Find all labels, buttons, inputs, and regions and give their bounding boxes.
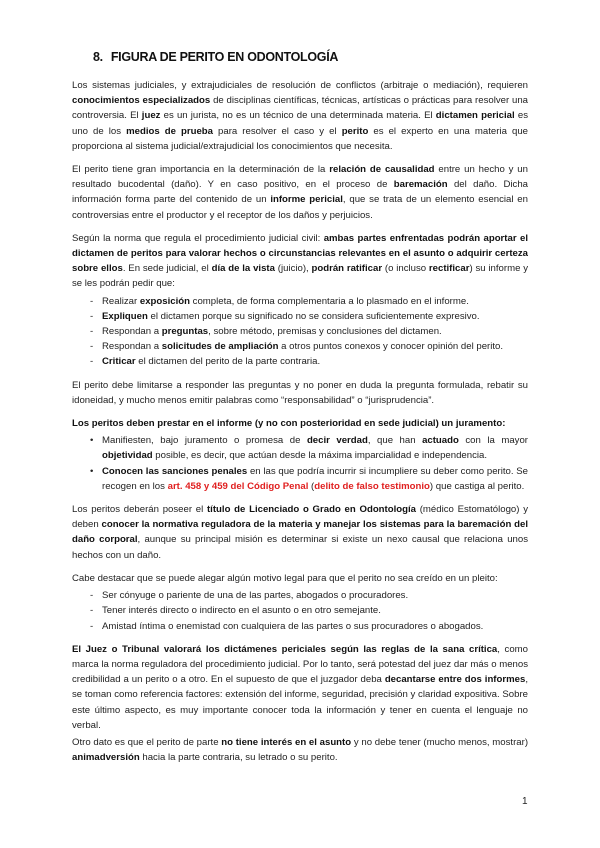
list-item: - Ser cónyuge o pariente de una de las partes, abogados o procuradores. [72, 588, 528, 603]
requests-list [72, 294, 528, 370]
list-item: - Respondan a solicitudes de ampliación a otros puntos conexos y conocer opinión del perito. [72, 339, 528, 354]
oath-list [72, 433, 528, 494]
list-item: • Conocen las sanciones penales en las que podría incurrir si incumpliere su deber como perito. Se recogen en los art. 458 y 459 del Código Penal (delito de falso testimonio) que castiga al perito. [72, 464, 528, 494]
false-testimony-reference: delito de falso testimonio [314, 480, 430, 492]
paragraph-limits: El perito debe limitarse a responder las preguntas y no poner en duda la pregunta formulada, rebatir su idoneidad, y mucho menos emitir palabras como “responsabilidad” o “jurisprudencia”. [72, 379, 528, 406]
list-item: - Tener interés directo o indirecto en el asunto o en otro semejante. [72, 603, 528, 618]
paragraph-civil-procedure: Según la norma que regula el procedimiento judicial civil: ambas partes enfrentadas podrán aportar el dictamen de peritos para valorar hechos o circunstancias relevantes en el asunto o adquirir certeza sobre ellos. En sede judicial, el día de la vista (juicio), podrán ratificar (o incluso rectificar) su informe y se les podrán pedir que: [72, 232, 529, 290]
penal-code-reference: art. 458 y 459 del Código Penal [167, 480, 309, 492]
recusal-list [72, 588, 528, 634]
paragraph-qualifications: Los peritos deberán poseer el título de Licenciado o Grado en Odontología (médico Estomatólogo) y deben conocer la normativa reguladora de la materia y manejar los sistemas para la baremación del daño corporal, aunque su principal misión es determinar si existe un nexo causal que relaciona unos hechos con un daño. [72, 504, 529, 561]
list-item: - Realizar exposición completa, de forma complementaria a lo plasmado en el informe. [72, 294, 528, 309]
section-number: 8. [93, 50, 103, 64]
paragraph-oath: Los peritos deben prestar en el informe (y no con posterioridad en sede judicial) un juramento: [72, 418, 506, 430]
list-item: - Criticar el dictamen del perito de la parte contraria. [72, 354, 528, 369]
paragraph-recusal: Cabe destacar que se puede alegar algún motivo legal para que el perito no sea creído en un pleito: [72, 572, 498, 584]
list-item: - Respondan a preguntas, sobre método, premisas y conclusiones del dictamen. [72, 324, 528, 339]
list-item: • Manifiesten, bajo juramento o promesa de decir verdad, que han actuado con la mayor objetividad posible, es decir, que actúan desde la máxima imparcialidad e independencia. [72, 433, 528, 463]
section-heading [93, 50, 338, 64]
paragraph-evaluation: El Juez o Tribunal valorará los dictámenes periciales según las reglas de la sana crítica, como marca la norma reguladora del procedimiento judicial. Por lo tanto, será potestad del juez dar más o menos credibilidad a un perito o a otro. En el supuesto de que el juzgador deba decantarse entre dos informes, se toman como referencia factores: extensión del informe, seguridad, precisión y claridad expositiva. Sobre este último aspecto, es muy importante conocer toda la información y tener en cuenta el lenguaje no verbal. [72, 643, 528, 731]
paragraph-interest: Otro dato es que el perito de parte no tiene interés en el asunto y no debe tener (mucho menos, mostrar) animadversión hacia la parte contraria, su letrado o su perito. [72, 736, 529, 764]
list-item: - Expliquen el dictamen porque su significado no se considera suficientemente expresivo. [72, 309, 528, 324]
section-title: FIGURA DE PERITO EN ODONTOLOGÍA [110, 50, 339, 64]
list-item: - Amistad íntima o enemistad con cualquiera de las partes o sus procuradores o abogados. [72, 619, 528, 634]
document-body [72, 78, 528, 773]
paragraph-causality: El perito tiene gran importancia en la determinación de la relación de causalidad entre un hecho y un resultado bucodental (daño). Y en caso positivo, en el proceso de baremación del daño. Dicha información forma parte del contenido de un informe pericial, que se trata de un elemento esencial en controversias entre el productor y el receptor de los daños y perjuicios. [72, 164, 529, 221]
page-number: 1 [522, 796, 528, 807]
paragraph-intro: Los sistemas judiciales, y extrajudiciales de resolución de conflictos (arbitraje o mediación), requieren conocimientos especializados de disciplinas científicas, técnicas, artísticas o prácticas para resolver una controversia. El juez es un jurista, no es un técnico de una determinada materia. El dictamen pericial es uno de los medios de prueba para resolver el caso y el perito es el experto en una materia que proporciona al sistema judicial/extrajudicial los conocimientos que necesita. [72, 80, 528, 152]
